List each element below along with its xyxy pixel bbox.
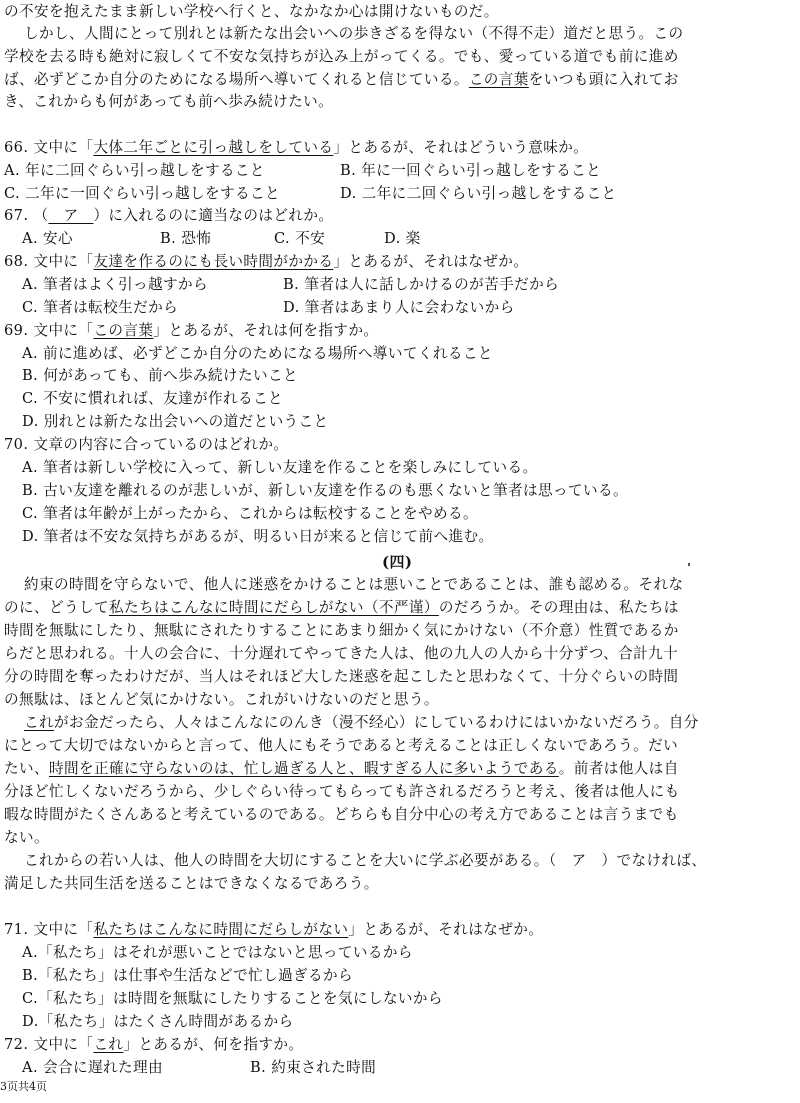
question-72-stem: 72. 文中に「これ」とあるが、何を指すか。: [4, 1036, 304, 1053]
option-68-a: A. 筆者はよく引っ越すから: [22, 276, 208, 293]
option-69-d: D. 別れとは新たな出会いへの道だということ: [22, 413, 329, 430]
option-72-b: B. 約束された時間: [250, 1059, 377, 1076]
passage-line: にとって大切ではないからと言って、他人にもそうであると考えることは正しくないであろう。だい: [4, 737, 679, 754]
passage-line: らだと思われる。十人の会合に、十分遅れてやってきた人は、他の九人の人から十分ずつ、合計九十: [4, 645, 679, 662]
passage-line: 満足した共同生活を送ることはできなくなるであろう。: [4, 875, 379, 892]
passage-line: の無駄は、ほとんど気にかけない。これがいけないのだと思う。: [4, 691, 439, 708]
underlined-phrase: これ: [93, 1036, 124, 1053]
question-67-stem: 67. （ ア ）に入れるのに適当なのはどれか。: [4, 207, 334, 224]
page-number: 3页共4页: [0, 1080, 47, 1093]
option-71-b: B.「私たち」は仕事や生活などで忙し過ぎるから: [22, 967, 354, 984]
underlined-phrase: 私たちはこんなに時間にだらしがない: [93, 921, 349, 938]
underlined-phrase: これ: [24, 714, 54, 731]
option-68-b: B. 筆者は人に話しかけるのが苦手だから: [283, 276, 560, 293]
question-68-stem: 68. 文中に「友達を作るのにも長い時間がかかる」とあるが、それはなぜか。: [4, 253, 529, 270]
passage-line: 時間を無駄にしたり、無駄にされたりすることにあまり細かく気にかけない（不介意）性質であるか: [4, 622, 679, 639]
option-67-d: D. 楽: [384, 230, 421, 247]
option-66-b: B. 年に一回ぐらい引っ越しをすること: [340, 162, 602, 179]
section-title: (四): [382, 553, 413, 571]
underlined-phrase: 友達を作るのにも長い時間がかかる: [93, 253, 334, 270]
passage-line: これがお金だったら、人々はこんなにのんき（漫不经心）にしているわけにはいかないだろう。自分: [24, 714, 699, 731]
option-68-c: C. 筆者は転校生だから: [22, 299, 179, 316]
option-72-a: A. 会合に遅れた理由: [22, 1059, 163, 1076]
passage-line: ない。: [4, 829, 49, 846]
passage-line: ば、必ずどこか自分のためになる場所へ導いてくれると信じている。この言葉をいつも頭に入れてお: [4, 71, 679, 88]
option-69-b: B. 何があっても、前へ歩み続けたいこと: [22, 367, 298, 384]
question-69-stem: 69. 文中に「この言葉」とあるが、それは何を指すか。: [4, 322, 379, 339]
passage-line: のに、どうして私たちはこんなに時間にだらしがない（不严谨）のだろうか。その理由は、私たちは: [4, 599, 679, 616]
option-67-a: A. 安心: [22, 230, 74, 247]
option-71-d: D.「私たち」はたくさん時間があるから: [22, 1013, 294, 1030]
option-66-c: C. 二年に一回ぐらい引っ越しをすること: [4, 185, 281, 202]
option-67-b: B. 恐怖: [160, 230, 212, 247]
passage-line: 学校を去る時も絶対に寂しくて不安な気持ちが込み上がってくる。でも、愛っている道でも前に進め: [4, 48, 679, 65]
option-66-a: A. 年に二回ぐらい引っ越しをすること: [4, 162, 265, 179]
question-66-stem: 66. 文中に「大体二年ごとに引っ越しをしている」とあるが、それはどういう意味か。: [4, 139, 589, 156]
option-70-d: D. 筆者は不安な気持ちがあるが、明るい日が来ると信じて前へ進む。: [22, 528, 494, 545]
question-70-stem: 70. 文章の内容に合っているのはどれか。: [4, 436, 289, 453]
underlined-phrase: 私たちはこんなに時間にだらしがない（不严谨）: [108, 599, 439, 616]
passage-line: 暇な時間がたくさんあると考えているのである。どちらも自分中心の考え方であることは言うまでも: [4, 806, 679, 823]
passage-line: たい、時間を正確に守らないのは、忙し過ぎる人と、暇すぎる人に多いようである。前者は他人は自: [4, 760, 679, 777]
option-66-d: D. 二年に二回ぐらい引っ越しをすること: [340, 185, 617, 202]
passage-line: 約束の時間を守らないで、他人に迷惑をかけることは悪いことであることは、誰も認める。それな: [24, 576, 684, 593]
option-69-a: A. 前に進めば、必ずどこか自分のためになる場所へ導いてくれること: [22, 345, 493, 362]
question-71-stem: 71. 文中に「私たちはこんなに時間にだらしがない」とあるが、それはなぜか。: [4, 921, 544, 938]
option-71-c: C.「私たち」は時間を無駄にしたりすることを気にしないから: [22, 990, 443, 1007]
underlined-phrase: 時間を正確に守らないのは、忙し過ぎる人と、暇すぎる人に多いようである: [48, 760, 559, 777]
underlined-phrase: 大体二年ごとに引っ越しをしている: [93, 139, 334, 156]
underlined-phrase: この言葉: [468, 71, 529, 88]
option-69-c: C. 不安に慣れれば、友達が作れること: [22, 390, 284, 407]
underlined-phrase: この言葉: [93, 322, 154, 339]
option-67-c: C. 不安: [274, 230, 326, 247]
passage-line: しかし、人間にとって別れとは新たな出会いへの歩きざるを得ない（不得不走）道だと思う。この: [24, 25, 684, 42]
option-71-a: A.「私たち」はそれが悪いことではないと思っているから: [22, 944, 413, 961]
passage-line: 分の時間を奪ったわけだが、当人はそれほど大した迷惑を起こしたと思わなくて、十分ぐらいの時間: [4, 668, 679, 685]
option-68-d: D. 筆者はあまり人に会わないから: [283, 299, 515, 316]
passage-line: の不安を抱えたまま新しい学校へ行くと、なかなか心は開けないものだ。: [4, 3, 499, 20]
option-70-c: C. 筆者は年齢が上がったから、これからは転校することをやめる。: [22, 505, 478, 522]
passage-line: これからの若い人は、他人の時間を大切にすることを大いに学ぶ必要がある。（ ア ）でなければ、: [24, 852, 707, 869]
scan-speck: [688, 563, 690, 566]
option-70-a: A. 筆者は新しい学校に入って、新しい友達を作ることを楽しみにしている。: [22, 459, 538, 476]
passage-line: 分ほど忙しくないだろうから、少しぐらい待ってもらっても許されるだろうと考え、後者は他人にも: [4, 783, 680, 800]
option-70-b: B. 古い友達を離れるのが悲しいが、新しい友達を作るのも悪くないと筆者は思っている。: [22, 482, 628, 499]
blank: ア: [48, 207, 94, 224]
passage-line: き、これからも何があっても前へ歩み続けたい。: [4, 93, 334, 110]
